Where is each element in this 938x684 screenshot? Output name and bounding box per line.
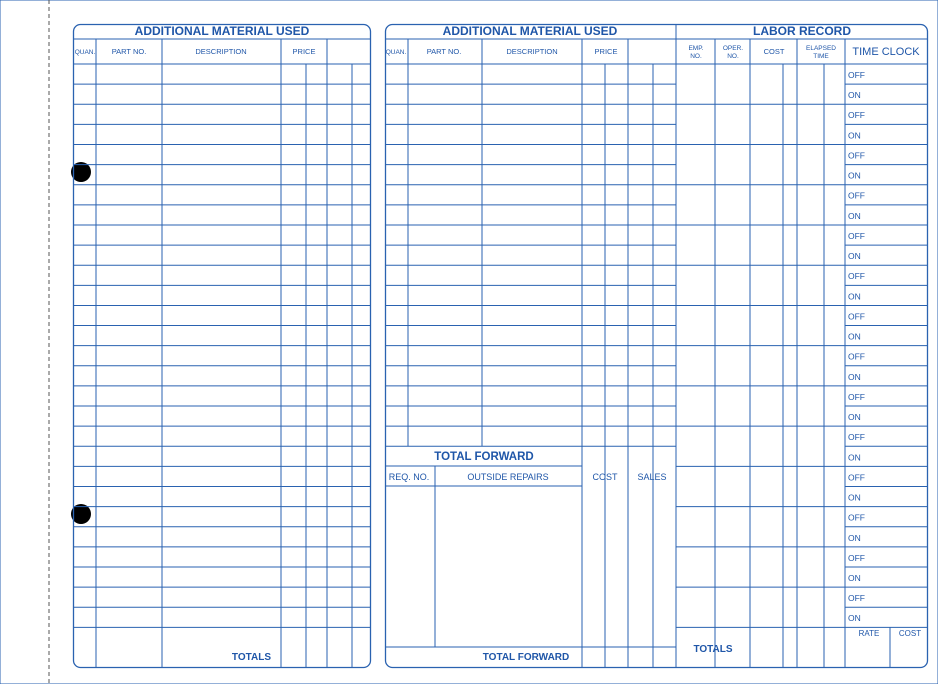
left-header-description: DESCRIPTION [195,47,247,56]
clock-off-label: OFF [848,110,865,121]
labor-cost-label: COST [898,629,922,638]
left-title: ADDITIONAL MATERIAL USED [134,24,310,38]
header-emp: EMP. [688,45,704,52]
header-outside-repairs: OUTSIDE REPAIRS [467,472,549,482]
total-forward-label: TOTAL FORWARD [434,451,534,463]
clock-off-label: OFF [848,150,865,161]
right-total-forward-footer: TOTAL FORWARD [482,652,570,663]
clock-on-label: ON [848,613,861,624]
clock-off-label: OFF [848,70,865,80]
clock-off-label: OFF [848,351,865,362]
header-req-no: REQ. NO. [388,472,430,482]
header-oper: OPER. [722,45,744,52]
clock-off-label: OFF [848,230,865,241]
header-elapsed-time: TIME [813,53,829,60]
right-header-description: DESCRIPTION [506,47,558,56]
clock-off-label: OFF [848,512,865,523]
clock-on-label: ON [848,492,861,503]
header-emp-no: NO. [690,53,702,60]
clock-on-label: ON [848,412,861,423]
clock-on-label: ON [848,532,861,543]
header-oper-no: NO. [727,53,739,60]
clock-on-label: ON [848,251,861,262]
right-header-part-no: PART NO. [426,47,462,56]
clock-off-label: OFF [848,391,865,402]
labor-totals-label: TOTALS [693,644,733,655]
clock-on-label: ON [848,90,861,101]
clock-off-label: OFF [848,311,865,322]
left-totals-label: TOTALS [231,652,271,663]
header-repairs-sales: SALES [637,472,667,482]
clock-off-label: OFF [848,190,865,201]
header-elapsed: ELAPSED [806,45,836,52]
left-header-part-no: PART NO. [111,47,147,56]
header-labor-cost: COST [763,47,785,56]
left-header-price: PRICE [292,47,316,56]
header-time-clock: TIME CLOCK [852,46,920,58]
right-material-title: ADDITIONAL MATERIAL USED [442,24,618,38]
clock-on-label: ON [848,291,861,302]
labor-record-title: LABOR RECORD [753,24,851,38]
clock-on-label: ON [848,331,861,342]
clock-on-label: ON [848,452,861,463]
clock-on-label: ON [848,170,861,181]
clock-off-label: OFF [848,552,865,563]
clock-on-label: ON [848,210,861,221]
clock-off-label: OFF [848,472,865,483]
clock-off-label: OFF [848,432,865,443]
clock-on-label: ON [848,573,861,583]
header-repairs-cost: COST [592,472,618,482]
clock-off-label: OFF [848,593,865,604]
clock-on-label: ON [848,130,861,141]
labor-rate-label: RATE [858,629,880,638]
clock-on-label: ON [848,371,861,382]
right-header-price: PRICE [594,47,618,56]
clock-off-label: OFF [848,271,865,282]
right-header-quan: QUAN. [385,49,407,56]
left-header-quan: QUAN. [74,49,96,56]
